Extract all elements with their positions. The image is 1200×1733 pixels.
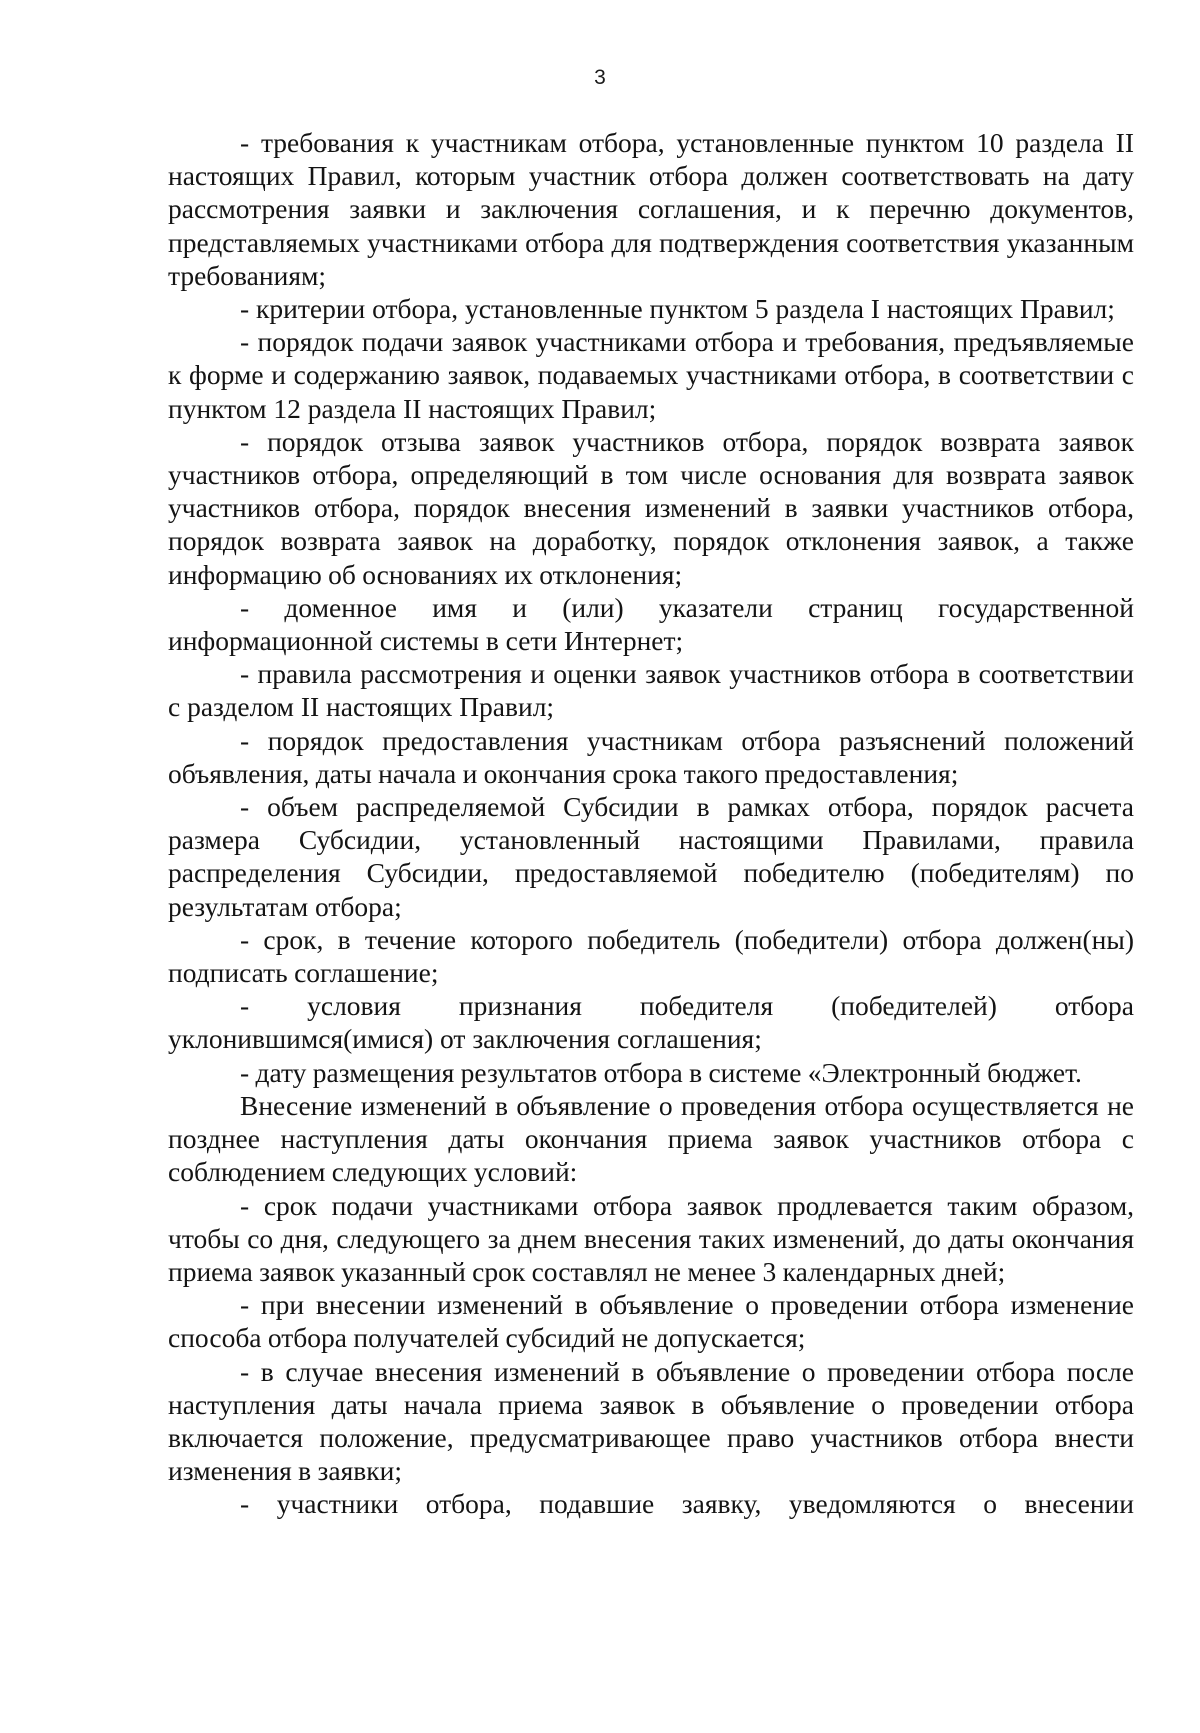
document-body [168,126,1134,1521]
paragraph-clarifications: - порядок предоставления участникам отбора разъяснений положений объявления, даты начала и окончания срока такого предоставления; [168,724,1134,789]
paragraph-deadline-extension: - срок подачи участниками отбора заявок продлевается таким образом, чтобы со дня, следующего за днем внесения таких изменений, до даты окончания приема заявок указанный срок составлял не менее 3 календарных дней; [168,1189,1134,1287]
paragraph-criteria: - критерии отбора, установленные пунктом 5 раздела I настоящих Правил; [240,293,1115,325]
paragraph-evaluation-rules: - правила рассмотрения и оценки заявок участников отбора в соответствии с разделом II настоящих Правил; [168,658,1134,723]
paragraph-notification: - участники отбора, подавшие заявку, уведомляются о внесении [240,1488,1134,1520]
paragraph-signing-term: - срок, в течение которого победитель (победители) отбора должен(ны) подписать соглашение; [168,923,1134,989]
paragraph-domain-name: - доменное имя и (или) указатели страниц государственной информационной системы в сети Интернет; [168,591,1134,657]
paragraph-changes-after-start: - в случае внесения изменений в объявление о проведении отбора после наступления даты начала приема заявок в объявление о проведении отбора включается положение, предусматривающее право участников отбора внести изменения в заявки; [168,1355,1134,1487]
paragraph-method-change: - при внесении изменений в объявление о проведении отбора изменение способа отбора получателей субсидий не допускается; [168,1289,1134,1354]
paragraph-requirements: - требования к участникам отбора, установленные пунктом 10 раздела II настоящих Правил, которым участник отбора должен соответствовать на дату рассмотрения заявки и заключения соглашения, и к перечню документов, представляемых участниками отбора для подтверждения соответствия указанным требованиям; [168,127,1134,291]
paragraph-withdrawal-order: - порядок отзыва заявок участников отбора, порядок возврата заявок участников отбора, определяющий в том числе основания для возврата заявок участников отбора, порядок внесения изменений в заявки участников отбора, порядок возврата заявок на доработку, порядок отклонения заявок, а также информацию об основаниях их отклонения; [168,425,1134,590]
page-number: 3 [594,66,606,89]
paragraph-evasion-conditions: - условия признания победителя (победителей) отбора уклонившимся(имися) от заключения соглашения; [168,990,1134,1055]
paragraph-submission-order: - порядок подачи заявок участниками отбора и требования, предъявляемые к форме и содержанию заявок, подаваемых участниками отбора, в соответствии с пунктом 12 раздела II настоящих Правил; [168,326,1134,424]
paragraph-amendments: Внесение изменений в объявление о проведения отбора осуществляется не позднее наступления даты окончания приема заявок участников отбора с соблюдением следующих условий: [168,1089,1134,1188]
paragraph-subsidy-volume: - объем распределяемой Субсидии в рамках отбора, порядок расчета размера Субсидии, установленный настоящими Правилами, правила распределения Субсидии, предоставляемой победителю (победителям) по результатам отбора; [168,791,1134,922]
paragraph-results-date: - дату размещения результатов отбора в системе «Электронный бюджет. [240,1056,1082,1088]
